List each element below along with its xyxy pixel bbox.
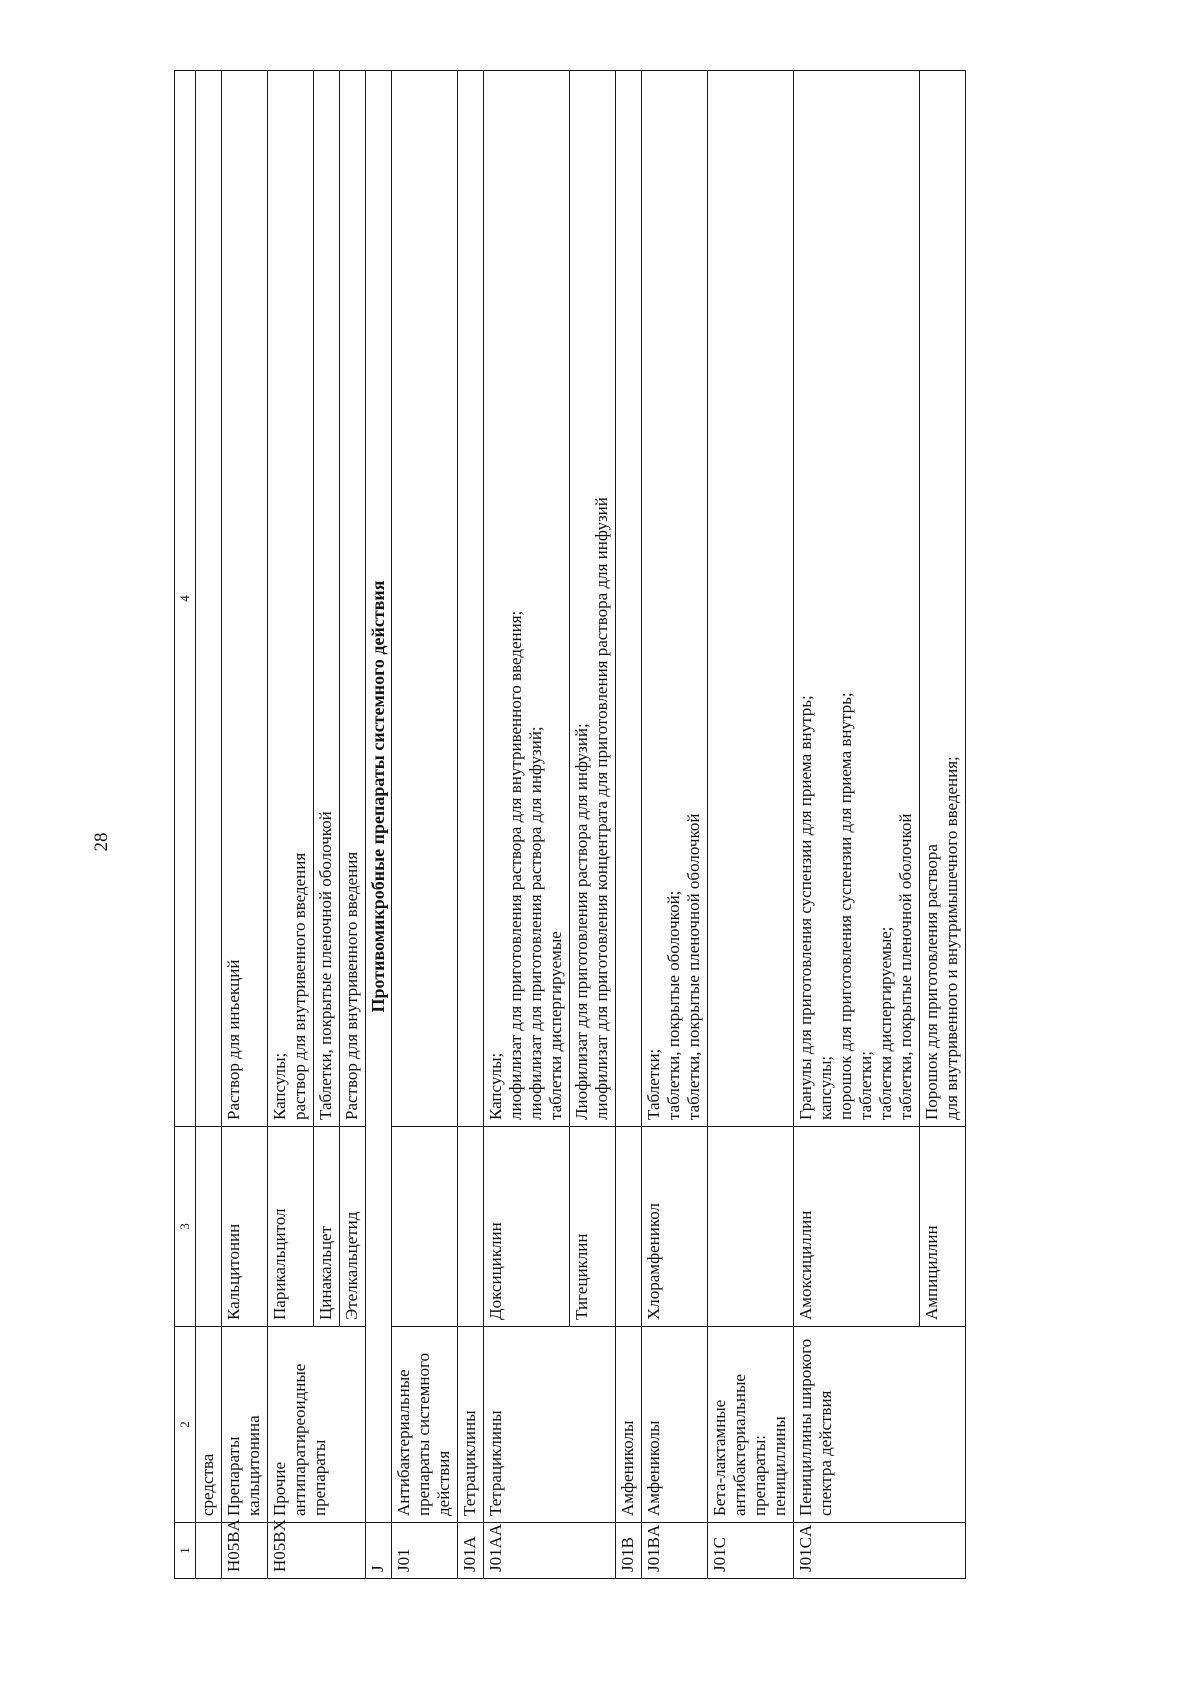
table-row [616, 71, 642, 1579]
form-line: таблетки, покрытые пленочной оболочкой [684, 813, 703, 1120]
group-cell: Пенициллины широкого спектра действия [794, 1327, 966, 1523]
form-cell [268, 71, 314, 1127]
form-cell: Раствор для инъекций [222, 71, 268, 1127]
form-line: Гранулы для приготовления суспензии для приема внутрь; [796, 695, 815, 1120]
group-cell: Препараты кальцитонина [222, 1327, 268, 1523]
code-cell: J01CA [794, 1523, 966, 1579]
drug-table [174, 70, 966, 1579]
drug-cell: Кальцитонин [222, 1127, 268, 1327]
form-line: лиофилизат для приготовления концентрата для приготовления раствора для инфузий [592, 497, 611, 1120]
group-cell: Антибактериальные препараты системного действия [392, 1327, 458, 1523]
drug-cell: Парикальцитол [268, 1127, 314, 1327]
code-cell: J01 [392, 1523, 458, 1579]
table-row [268, 71, 314, 1579]
code-cell: J01B [616, 1523, 642, 1579]
form-cell [616, 71, 642, 1127]
form-line: таблетки, покрытые пленочной оболочкой [896, 813, 915, 1120]
page-number: 28 [91, 832, 112, 852]
code-cell: H05BX [268, 1523, 366, 1579]
form-line: таблетки диспергируемые [546, 931, 565, 1120]
drug-cell: Хлорамфеникол [642, 1127, 708, 1327]
form-line: таблетки диспергируемые; [876, 926, 895, 1120]
group-cell: средства [196, 1327, 222, 1523]
column-number: 2 [175, 1327, 196, 1523]
drug-cell [616, 1127, 642, 1327]
form-line: Таблетки; [644, 1048, 663, 1120]
group-cell: Тетрациклины [458, 1327, 484, 1523]
drug-cell: Ампициллин [920, 1127, 966, 1327]
group-cell: Прочие антипаратиреоидные препараты [268, 1327, 366, 1523]
column-number: 1 [175, 1523, 196, 1579]
form-line: таблетки; [856, 1051, 875, 1120]
drug-cell [392, 1127, 458, 1327]
form-cell [458, 71, 484, 1127]
form-line: для внутривенного и внутримышечного введения; [942, 756, 961, 1120]
form-line: Капсулы; [270, 1052, 289, 1120]
form-line: Лиофилизат для приготовления раствора для инфузий; [572, 723, 591, 1120]
code-cell: J01BA [642, 1523, 708, 1579]
form-cell [196, 71, 222, 1127]
section-title: Противомикробные препараты системного действия [366, 71, 392, 1523]
form-line: раствор для внутривенного введения [290, 852, 309, 1120]
form-cell [920, 71, 966, 1127]
form-line: порошок для приготовления суспензии для приема внутрь; [836, 692, 855, 1120]
group-cell: Амфениколы [642, 1327, 708, 1523]
table-row [794, 71, 920, 1579]
form-cell: Таблетки, покрытые пленочной оболочкой [314, 71, 340, 1127]
table-row [392, 71, 458, 1579]
code-cell [196, 1523, 222, 1579]
drug-cell [458, 1127, 484, 1327]
form-line: Капсулы; [486, 1052, 505, 1120]
table-row [458, 71, 484, 1579]
table-row [708, 71, 794, 1579]
code-cell: J01C [708, 1523, 794, 1579]
form-cell [570, 71, 616, 1127]
form-cell: Раствор для внутривенного введения [340, 71, 366, 1127]
table-row [196, 71, 222, 1579]
form-cell [642, 71, 708, 1127]
form-line: капсулы; [816, 1055, 835, 1120]
form-cell [794, 71, 920, 1127]
code-cell: H05BA [222, 1523, 268, 1579]
group-cell: Тетрациклины [484, 1327, 616, 1523]
drug-cell [708, 1127, 794, 1327]
code-cell: J01A [458, 1523, 484, 1579]
group-cell: Амфениколы [616, 1327, 642, 1523]
drug-cell: Доксициклин [484, 1127, 570, 1327]
form-cell [708, 71, 794, 1127]
table-row [642, 71, 708, 1579]
code-cell: J [366, 1523, 392, 1579]
drug-cell: Цинакальцет [314, 1127, 340, 1327]
code-cell: J01AA [484, 1523, 616, 1579]
form-cell [484, 71, 570, 1127]
drug-cell: Этелкальцетид [340, 1127, 366, 1327]
form-line: лиофилизат для приготовления раствора для внутривенного введения; [506, 610, 525, 1120]
column-number: 4 [175, 71, 196, 1127]
group-cell: Бета-лактамные антибактериальные препараты: пенициллины [708, 1327, 794, 1523]
column-number: 3 [175, 1127, 196, 1327]
rotated-table-wrapper [174, 71, 961, 1579]
form-line: Порошок для приготовления раствора [922, 844, 941, 1120]
form-line: лиофилизат для приготовления раствора для инфузий; [526, 726, 545, 1120]
table-row [222, 71, 268, 1579]
table-row [484, 71, 570, 1579]
column-number-row [175, 71, 196, 1579]
drug-cell: Тигециклин [570, 1127, 616, 1327]
form-line: таблетки, покрытые оболочкой; [664, 890, 683, 1120]
drug-cell [196, 1127, 222, 1327]
form-cell [392, 71, 458, 1127]
drug-cell: Амоксициллин [794, 1127, 920, 1327]
section-row [366, 71, 392, 1579]
